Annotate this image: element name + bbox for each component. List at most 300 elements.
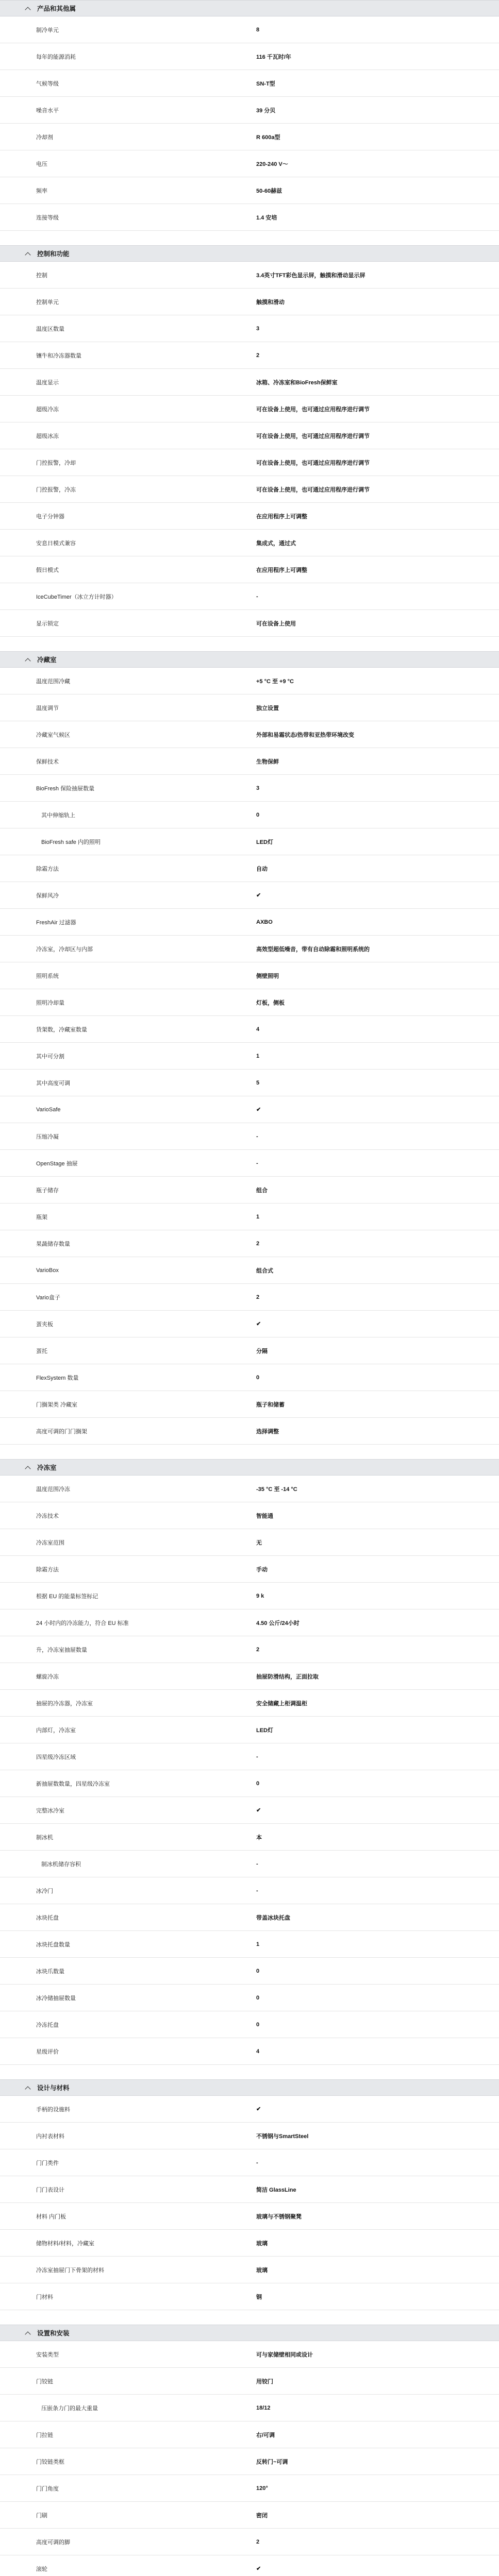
spec-value-text: 在应用程序上可调整 <box>256 513 307 520</box>
spec-value-text: 2 <box>256 1240 260 1247</box>
spec-row <box>0 1418 499 1445</box>
spec-row <box>0 2203 499 2230</box>
spec-label: 门材料 <box>36 2294 53 2300</box>
spec-row <box>0 422 499 449</box>
spec-row <box>0 1391 499 1418</box>
spec-value <box>256 2458 483 2466</box>
spec-label: 根据 EU 的能量标签标记 <box>36 1593 98 1600</box>
spec-value <box>256 1241 483 1247</box>
section-header[interactable] <box>0 2079 499 2096</box>
spec-row <box>0 828 499 855</box>
spec-value <box>256 1186 483 1194</box>
spec-row <box>0 16 499 43</box>
spec-value <box>256 1427 483 1435</box>
spec-label: 安息日模式兼容 <box>36 540 76 547</box>
spec-value-text: 冰箱、冷冻室和BioFresh保鲜室 <box>256 379 338 386</box>
spec-value-text: 2 <box>256 1646 260 1653</box>
spec-value-text: 组合 <box>256 1187 268 1194</box>
spec-label: 噪音水平 <box>36 107 59 114</box>
spec-value <box>256 892 483 899</box>
spec-value <box>256 459 483 467</box>
spec-value-text: 玻璃 <box>256 2240 268 2247</box>
spec-value <box>256 677 483 685</box>
spec-row <box>0 43 499 70</box>
spec-value-text: 瓶子和储蓄 <box>256 1401 285 1408</box>
spec-value-text: 18/12 <box>256 2404 271 2411</box>
spec-value-text: - <box>256 593 258 600</box>
spec-label: FreshAir 过滤器 <box>36 919 76 926</box>
section-title: 设置和安装 <box>37 2330 70 2337</box>
spec-label: 24 小时内的冷冻能力，符合 EU 标准 <box>36 1620 129 1626</box>
section-spacer <box>0 2310 499 2325</box>
spec-value <box>256 1565 483 1573</box>
chevron-up-icon <box>25 2331 30 2337</box>
spec-label: 门拉链 <box>36 2432 53 2438</box>
spec-value <box>256 2239 483 2247</box>
spec-row <box>0 583 499 610</box>
spec-value <box>256 2266 483 2274</box>
spec-label: 冰块托盘数量 <box>36 1941 70 1948</box>
spec-value-text: 分隔 <box>256 1348 268 1354</box>
spec-value-text: 不锈钢与SmartSteel <box>256 2133 309 2140</box>
spec-label: 冷冻托盘 <box>36 2022 59 2028</box>
spec-label: 冰块爪数量 <box>36 1968 64 1975</box>
spec-value <box>256 1699 483 1707</box>
spec-row <box>0 1877 499 1904</box>
spec-value <box>256 1647 483 1653</box>
spec-label: 蛋托 <box>36 1348 47 1354</box>
spec-label: 新抽屉数数量，四星级冷冻室 <box>36 1781 110 1787</box>
spec-value <box>256 2485 483 2492</box>
spec-value-text: 2 <box>256 2538 260 2545</box>
spec-row <box>0 2038 499 2065</box>
spec-value <box>256 1861 483 1867</box>
spec-section <box>0 2079 499 2310</box>
spec-value <box>256 326 483 332</box>
spec-value-text: SN-T型 <box>256 80 275 87</box>
spec-value-text: 4 <box>256 1026 260 1032</box>
spec-row <box>0 610 499 637</box>
spec-value <box>256 1106 483 1113</box>
spec-value <box>256 2565 483 2572</box>
spec-value-text: 50-60赫兹 <box>256 188 282 194</box>
spec-value <box>256 785 483 791</box>
spec-value <box>256 838 483 846</box>
spec-value-text: 116 千瓦时/年 <box>256 54 291 60</box>
spec-value-text: 3 <box>256 785 260 791</box>
spec-label: 升，冷冻室抽屉数量 <box>36 1647 87 1653</box>
spec-value <box>256 187 483 195</box>
spec-value-text: 可在设备上使用，也可通过应用程序进行调节 <box>256 406 370 413</box>
spec-row <box>0 530 499 556</box>
spec-value <box>256 2377 483 2385</box>
spec-label: 其中可分割 <box>36 1053 64 1060</box>
spec-row <box>0 449 499 476</box>
spec-value-text: - <box>256 1753 258 1760</box>
spec-label: 内衬表材料 <box>36 2133 64 2140</box>
spec-value-text: ✔ <box>256 2566 261 2572</box>
spec-value-text: 0 <box>256 2021 260 2028</box>
spec-label: 照明冷却量 <box>36 999 64 1006</box>
spec-label: 手柄的设施料 <box>36 2106 70 2113</box>
spec-value <box>256 298 483 306</box>
spec-label: 温度范围冷冻 <box>36 1486 70 1493</box>
spec-row <box>0 1636 499 1663</box>
spec-value <box>256 2022 483 2028</box>
spec-label: 照明系统 <box>36 973 59 979</box>
spec-row <box>0 2341 499 2368</box>
spec-value-text: 灯板，侧板 <box>256 999 285 1006</box>
spec-label: 储物材料/材料，冷藏室 <box>36 2240 95 2247</box>
spec-row <box>0 476 499 503</box>
section-title: 冷藏室 <box>37 656 57 664</box>
spec-label: 其中高度可调 <box>36 1080 70 1087</box>
spec-value <box>256 1538 483 1547</box>
spec-row <box>0 1150 499 1177</box>
spec-value-text: 2 <box>256 352 260 359</box>
spec-label: 温度区数量 <box>36 326 64 332</box>
spec-section <box>0 2325 499 2576</box>
spec-value-text: 无 <box>256 1539 262 1546</box>
spec-value-text: 0 <box>256 1374 260 1381</box>
spec-value <box>256 566 483 574</box>
spec-label: VarioSafe <box>36 1106 61 1113</box>
spec-label: 滚轮 <box>36 2566 47 2572</box>
spec-value-text: 智能通 <box>256 1513 273 1519</box>
spec-value <box>256 432 483 440</box>
spec-value-text: 外部和易霜状态/热带和亚热带环境改变 <box>256 732 355 738</box>
spec-value <box>256 378 483 386</box>
spec-value-text: - <box>256 1160 258 1166</box>
spec-label: 气候等级 <box>36 80 59 87</box>
spec-label: 高度可调的脚 <box>36 2539 70 2546</box>
spec-value <box>256 1781 483 1787</box>
spec-row <box>0 1931 499 1958</box>
spec-value <box>256 1026 483 1032</box>
spec-row <box>0 855 499 882</box>
spec-value-text: -35 °C 至 -14 °C <box>256 1486 297 1493</box>
spec-row <box>0 1177 499 1204</box>
spec-value <box>256 1888 483 1894</box>
spec-label: 完整冰冷室 <box>36 1807 64 1814</box>
spec-value <box>256 619 483 628</box>
spec-label: VarioBox <box>36 1267 59 1274</box>
spec-value-text: - <box>256 1860 258 1867</box>
spec-label: 门铰链类框 <box>36 2459 64 2465</box>
spec-label: 超级冰冻 <box>36 433 59 439</box>
spec-value-text: ✔ <box>256 1107 261 1113</box>
spec-value <box>256 1375 483 1381</box>
spec-value <box>256 2431 483 2439</box>
spec-value <box>256 1833 483 1841</box>
spec-label: 高度可调的门门搁架 <box>36 1428 87 1435</box>
spec-row <box>0 2123 499 2149</box>
spec-value <box>256 106 483 114</box>
spec-value-text: R 600a型 <box>256 134 280 141</box>
spec-row <box>0 1284 499 1311</box>
spec-value <box>256 1593 483 1599</box>
spec-value-text: 本 <box>256 1834 262 1841</box>
spec-row <box>0 802 499 828</box>
spec-row <box>0 1743 499 1770</box>
spec-section <box>0 1459 499 2065</box>
spec-row <box>0 1958 499 1985</box>
spec-value <box>256 352 483 359</box>
spec-row <box>0 882 499 909</box>
spec-row <box>0 1070 499 1096</box>
section-title: 产品和其他属 <box>37 5 76 12</box>
spec-section <box>0 651 499 1445</box>
spec-row <box>0 2448 499 2475</box>
spec-row <box>0 70 499 97</box>
spec-row <box>0 1690 499 1717</box>
spec-value-text: 触摸和滑动 <box>256 299 285 306</box>
spec-label: 显示锁定 <box>36 620 59 627</box>
spec-value <box>256 1053 483 1059</box>
spec-row <box>0 2395 499 2421</box>
spec-value-text: 4.50 公斤/24小时 <box>256 1620 300 1626</box>
spec-value <box>256 1133 483 1140</box>
spec-row <box>0 2475 499 2502</box>
spec-label: 电压 <box>36 161 47 167</box>
spec-value-text: 9 k <box>256 1592 264 1599</box>
spec-value-text: 0 <box>256 1780 260 1787</box>
spec-section <box>0 0 499 231</box>
spec-row <box>0 315 499 342</box>
spec-label: 超级冷冻 <box>36 406 59 413</box>
spec-label: 压嵌条力门的最大重量 <box>41 2405 98 2412</box>
spec-label: 频率 <box>36 188 47 194</box>
spec-row <box>0 177 499 204</box>
spec-label: 门控报警，冷却 <box>36 460 76 466</box>
spec-value <box>256 2350 483 2359</box>
spec-row <box>0 1609 499 1636</box>
spec-value-text: 3.4英寸TFT彩色显示屏，触摸和滑动显示屏 <box>256 272 365 279</box>
spec-value <box>256 512 483 520</box>
spec-label: 制冰机 <box>36 1834 53 1841</box>
spec-row <box>0 1904 499 1931</box>
spec-value <box>256 133 483 141</box>
spec-label: 果蔬储存数量 <box>36 1241 70 1247</box>
spec-value <box>256 1485 483 1493</box>
spec-value <box>256 972 483 980</box>
spec-label: 冰块托盘 <box>36 1914 59 1921</box>
spec-value <box>256 1995 483 2001</box>
chevron-up-icon <box>25 2086 30 2092</box>
spec-label: 冷冻室抽屉门下骨架的材料 <box>36 2267 104 2274</box>
spec-row <box>0 909 499 936</box>
spec-row <box>0 1663 499 1690</box>
spec-value <box>256 945 483 953</box>
spec-value <box>256 998 483 1007</box>
spec-value-text: 2 <box>256 1294 260 1300</box>
spec-value-text: 120° <box>256 2485 268 2492</box>
spec-label: 冰冷门 <box>36 1888 53 1894</box>
spec-row <box>0 1556 499 1583</box>
spec-label: 门铰链 <box>36 2378 53 2385</box>
spec-value-text: LED灯 <box>256 1727 273 1734</box>
spec-label: 门门表设计 <box>36 2187 64 2193</box>
spec-label: 门搁架类 冷藏室 <box>36 1401 78 1408</box>
spec-value <box>256 757 483 766</box>
spec-row <box>0 2421 499 2448</box>
section-title: 控制和功能 <box>37 250 70 258</box>
spec-row <box>0 2529 499 2555</box>
spec-value <box>256 812 483 818</box>
spec-label: 四星级冷冻区域 <box>36 1754 76 1760</box>
spec-value-text: 带盖冰块托盘 <box>256 1914 290 1921</box>
section-title: 冷冻室 <box>37 1464 57 1471</box>
section-spacer <box>0 2065 499 2079</box>
spec-value <box>256 79 483 88</box>
spec-value <box>256 1807 483 1814</box>
spec-row <box>0 1476 499 1502</box>
spec-label: OpenStage 抽屉 <box>36 1160 78 1167</box>
spec-value <box>256 2293 483 2301</box>
spec-value <box>256 1512 483 1520</box>
spec-value <box>256 1266 483 1275</box>
spec-value-text: 在应用程序上可调整 <box>256 567 307 573</box>
section-title: 设计与材料 <box>37 2084 70 2092</box>
spec-value-text: 可在设备上使用，也可通过应用程序进行调节 <box>256 486 370 493</box>
spec-value-text: 8 <box>256 26 260 33</box>
spec-value-text: 高效型超低噪音，带有自动除霜和照明系统的 <box>256 946 370 953</box>
spec-value <box>256 1619 483 1627</box>
spec-value-text: 39 分贝 <box>256 107 276 114</box>
spec-row <box>0 1770 499 1797</box>
spec-value-text: 5 <box>256 1079 260 1086</box>
spec-value <box>256 2405 483 2411</box>
spec-value-text: 抽屉防滑结构，正面拉取 <box>256 1673 319 1680</box>
spec-label: 制冷单元 <box>36 27 59 33</box>
spec-row <box>0 1257 499 1284</box>
spec-label: 门控报警，冷冻 <box>36 486 76 493</box>
spec-value-text: 可在设备上使用 <box>256 620 296 627</box>
spec-row <box>0 989 499 1016</box>
spec-row <box>0 721 499 748</box>
spec-label: 瓶架 <box>36 1214 47 1221</box>
spec-label: 电子分钟器 <box>36 513 64 520</box>
section-header[interactable] <box>0 1459 499 1476</box>
spec-row <box>0 1717 499 1743</box>
spec-value <box>256 865 483 873</box>
spec-value-text: ✔ <box>256 892 261 899</box>
spec-value <box>256 2511 483 2519</box>
spec-row <box>0 2555 499 2576</box>
spec-row <box>0 1096 499 1123</box>
spec-value <box>256 2539 483 2545</box>
spec-value <box>256 731 483 739</box>
section-header[interactable] <box>0 245 499 262</box>
spec-value-text: 反转门~可调 <box>256 2459 288 2465</box>
spec-row <box>0 668 499 694</box>
spec-value-text: 可与家储壁相同或设计 <box>256 2351 313 2358</box>
spec-row <box>0 1123 499 1150</box>
spec-label: 抽屉的冷冻器，冷冻室 <box>36 1700 93 1707</box>
spec-label: 假日模式 <box>36 567 59 573</box>
spec-section <box>0 245 499 637</box>
spec-label: IceCubeTimer（冰立方计时器） <box>36 594 117 600</box>
chevron-up-icon <box>25 7 30 12</box>
spec-row <box>0 962 499 989</box>
spec-value-text: - <box>256 2159 258 2166</box>
spec-value <box>256 2106 483 2112</box>
section-header[interactable] <box>0 2325 499 2341</box>
spec-value-text: ✔ <box>256 1807 261 1814</box>
spec-value <box>256 2160 483 2166</box>
section-header[interactable] <box>0 0 499 16</box>
spec-label: 控制单元 <box>36 299 59 306</box>
chevron-up-icon <box>25 658 30 664</box>
spec-value-text: - <box>256 1133 258 1140</box>
spec-label: 冷藏室气候区 <box>36 732 70 738</box>
chevron-up-icon <box>25 252 30 258</box>
spec-value <box>256 1400 483 1409</box>
spec-value-text: AXBO <box>256 919 273 925</box>
spec-row <box>0 1016 499 1043</box>
spec-value <box>256 53 483 61</box>
spec-label: 门门类件 <box>36 2160 59 2166</box>
chevron-up-icon <box>25 1466 30 1471</box>
spec-value <box>256 1080 483 1086</box>
spec-value-text: 安全储藏上柜调温柜 <box>256 1700 307 1707</box>
spec-value <box>256 160 483 168</box>
spec-row <box>0 2368 499 2395</box>
spec-label: 螺旋冷冻 <box>36 1673 59 1680</box>
spec-row <box>0 1797 499 1824</box>
spec-value-text: 选择调整 <box>256 1428 279 1435</box>
spec-label: 温度调节 <box>36 705 59 711</box>
spec-row <box>0 2502 499 2529</box>
spec-value <box>256 1754 483 1760</box>
spec-row <box>0 1851 499 1877</box>
spec-row <box>0 396 499 422</box>
spec-value-text: 玻璃与不锈钢聚凳 <box>256 2213 302 2220</box>
spec-label: 冷冻技术 <box>36 1513 59 1519</box>
section-spacer <box>0 231 499 245</box>
spec-row <box>0 1529 499 1556</box>
spec-label: 连接等级 <box>36 214 59 221</box>
spec-value-text: 手动 <box>256 1566 268 1573</box>
spec-label: 蛋夹板 <box>36 1321 53 1328</box>
spec-label: 每年的能源消耗 <box>36 54 76 60</box>
spec-label: 保鲜风冷 <box>36 892 59 899</box>
spec-row <box>0 1230 499 1257</box>
spec-row <box>0 748 499 775</box>
spec-label: BioFresh 保险抽屉数量 <box>36 785 95 792</box>
spec-label: 压缩冷凝 <box>36 1133 59 1140</box>
spec-value <box>256 1320 483 1327</box>
spec-value <box>256 539 483 547</box>
spec-value-text: 生物保鲜 <box>256 758 279 765</box>
spec-label: 冷冻室范围 <box>36 1539 64 1546</box>
spec-value-text: 1 <box>256 1213 260 1220</box>
spec-label: 瓶子储存 <box>36 1187 59 1194</box>
spec-row <box>0 2011 499 2038</box>
spec-row <box>0 1985 499 2011</box>
spec-row <box>0 1583 499 1609</box>
spec-value <box>256 594 483 600</box>
spec-label: 控制 <box>36 272 47 279</box>
spec-row <box>0 97 499 124</box>
spec-value-text: 侧壁照明 <box>256 973 279 979</box>
spec-value-text: - <box>256 1887 258 1894</box>
spec-label: 货架数，冷藏室数量 <box>36 1026 87 1033</box>
section-header[interactable] <box>0 651 499 668</box>
spec-value-text: 简洁 GlassLine <box>256 2187 296 2193</box>
spec-value-text: 1 <box>256 1053 260 1059</box>
spec-label: 除霜方法 <box>36 866 59 872</box>
